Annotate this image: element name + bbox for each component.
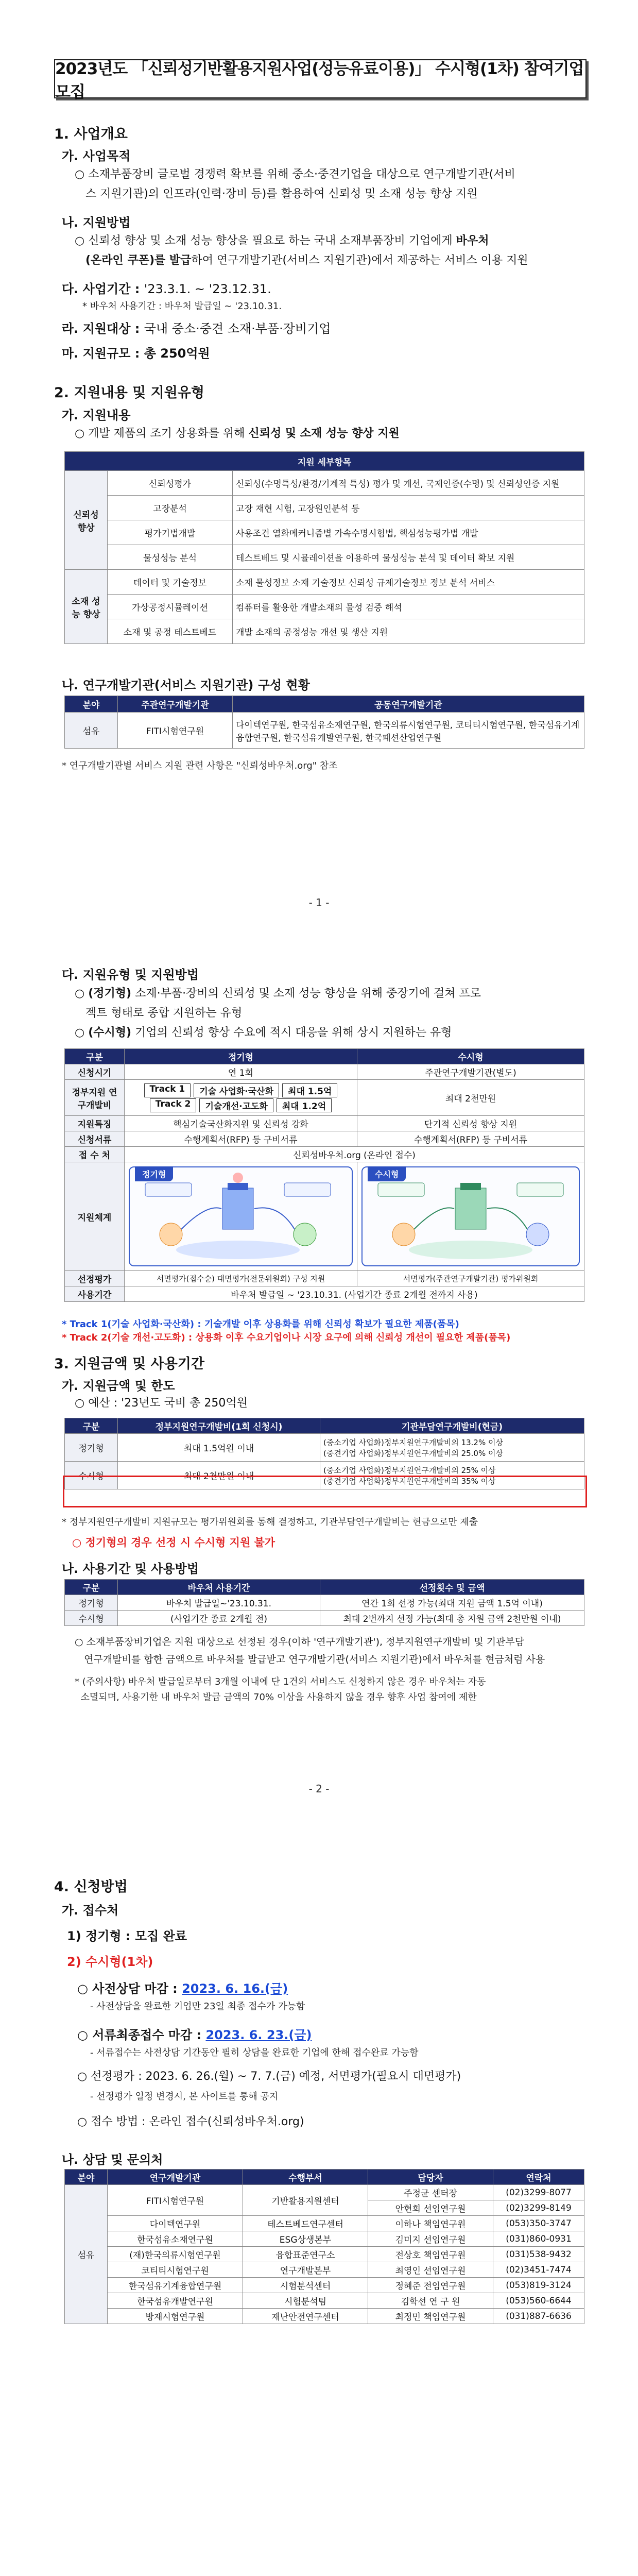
regular-exclusion-note: ○ 정기형의 경우 선정 시 수시형 지원 불가	[72, 1536, 275, 1549]
inst-share-mid: (중견기업 사업화)정부지원연구개발비의 25.0% 이상	[323, 1448, 503, 1458]
table-cell: 소재 물성정보 소재 기술정보 신뢰성 규제기술정보 정보 분석 서비스	[233, 570, 584, 595]
method-text: ○ 신뢰성 향상 및 소재 성능 향상을 필요로 하는 국내 소재부품장비 기업에게 바우처 (온라인 쿠폰)를 발급하여 연구개발기관(서비스 지원기관)에서 제공하는 서비스 이용 지원	[75, 234, 528, 267]
table-cell: 수시형	[65, 1611, 118, 1626]
track-1-row	[128, 1083, 354, 1097]
anytime-type-label: (수시형)	[88, 1026, 132, 1039]
section-2c-heading: 다. 지원유형 및 지원방법	[62, 968, 199, 982]
evaluation-schedule: ○ 선정평가 : 2023. 6. 26.(월) ~ 7. 7.(금) 예정, 서면평가(필요시 대면평가)	[77, 2070, 461, 2083]
table-cell: 사용조건 열화메커니즘별 가속수명시험법, 핵심성능평가법 개발	[233, 520, 584, 545]
evaluation-note: - 선정평가 일정 변경시, 본 사이트를 통해 공지	[90, 2091, 279, 2102]
anytime-process-illustration	[363, 1167, 579, 1263]
table-cell	[320, 1434, 584, 1462]
support-items-table	[64, 451, 584, 644]
section-1-heading: 1. 사업개요	[54, 126, 128, 142]
table-cell: 한국섬유개발연구원	[108, 2293, 243, 2309]
voucher-emphasis: 바우처	[456, 234, 489, 247]
column-header: 연락처	[493, 2170, 584, 2185]
table-cell: 시험분석센터	[243, 2278, 368, 2293]
track-cell	[124, 1080, 357, 1116]
section-2-heading: 2. 지원내용 및 지원유형	[54, 385, 204, 401]
table-cell: 고장 재현 시험, 고장원인분석 등	[233, 496, 584, 520]
table-cell: 한국섬유기계융합연구원	[108, 2278, 243, 2293]
budget-line: 예산 : '23년도 국비 총 250억원	[88, 1397, 248, 1410]
table-cell: 안현희 선임연구원	[368, 2200, 493, 2216]
institutions-table	[64, 696, 584, 749]
track-1-note: * Track 1(기술 사업화·국산화) : 기술개발 이후 상용화를 위해 신뢰성 확보가 필요한 제품(품목)	[62, 1319, 459, 1330]
row-label: 지원체계	[65, 1162, 125, 1271]
target-value: 국내 중소·중견 소재·부품·장비기업	[144, 321, 331, 336]
anytime-process-diagram	[361, 1166, 580, 1266]
anytime-diagram-label: 수시형	[368, 1166, 406, 1181]
table-cell: 단기적 신뢰성 향상 지원	[357, 1116, 584, 1131]
table-cell: 최대 2천만원 이내	[118, 1462, 320, 1489]
row-label: 신청시기	[65, 1064, 125, 1080]
row-label: 접 수 처	[65, 1147, 125, 1162]
table-cell: (031)538-9432	[493, 2247, 584, 2262]
table-cell: 한국섬유소재연구원	[108, 2231, 243, 2247]
row-label: 선정평가	[65, 1271, 125, 1286]
table-cell: 바우처 발급일~'23.10.31.	[118, 1595, 320, 1611]
table-cell: 최정민 책임연구원	[368, 2309, 493, 2324]
section-2b-heading: 나. 연구개발기관(서비스 지원기관) 구성 현황	[62, 678, 310, 692]
column-header: 정기형	[124, 1049, 357, 1064]
track-1-name: 기술 사업화·국산화	[194, 1083, 279, 1097]
usage-caution	[75, 1674, 584, 1705]
table-cell: 정기형	[65, 1595, 118, 1611]
table-cell: FITI시험연구원	[108, 2185, 243, 2216]
table-cell: (053)819-3124	[493, 2278, 584, 2293]
section-4b-heading: 나. 상담 및 문의처	[62, 2153, 163, 2167]
track-1-amount: 최대 1.5억	[282, 1083, 337, 1097]
section-1a-heading: 가. 사업목적	[62, 149, 131, 163]
column-header: 바우처 사용기간	[118, 1580, 320, 1595]
table-cell: 융합표준연구소	[243, 2247, 368, 2262]
section-2a-heading: 가. 지원내용	[62, 408, 131, 422]
table-cell: (053)350-3747	[493, 2216, 584, 2231]
table-cell: 서면평가(접수순) 대면평가(전문위원회) 구성 지원	[124, 1271, 357, 1286]
submission-method: ○ 접수 방법 : 온라인 접수(신뢰성바우처.org)	[77, 2115, 304, 2128]
page-1	[0, 0, 638, 917]
section-3b-heading: 나. 사용기간 및 사용방법	[62, 1562, 199, 1576]
column-header: 구분	[65, 1580, 118, 1595]
table-cell: 최대 2번까지 선정 가능(최대 총 지원 금액 2천만원 이내)	[320, 1611, 584, 1626]
table-cell: 데이터 및 기술정보	[108, 570, 233, 595]
table-cell: 가상공정시뮬레이션	[108, 595, 233, 619]
funding-note: * 정부지원연구개발비 지원규모는 평가위원회를 통해 결정하고, 기관부담연구개발비는 현금으로만 제출	[62, 1517, 478, 1528]
usage-text: ○ 소재부품장비기업은 지원 대상으로 선정된 경우(이하 '연구개발기관'), 정부지원연구개발비 및 기관부담 연구개발비를 합한 금액으로 바우처를 발급받고 연구개발기관(서비스 지원기관)에서 바우처를 현금처럼 사용	[75, 1636, 545, 1665]
table-cell: 고장분석	[108, 496, 233, 520]
table-cell: 평가기법개발	[108, 520, 233, 545]
table-cell: 연 1회	[124, 1064, 357, 1080]
final-submission-label: ○ 서류최종접수 마감 :	[77, 2028, 206, 2042]
row-label: 사용기간	[65, 1286, 125, 1302]
regular-type-line-1: 소재·부품·장비의 신뢰성 및 소재 성능 향상을 위해 중장기에 걸쳐 프로	[131, 987, 481, 1000]
regular-type-label: (정기형)	[88, 987, 132, 1000]
page-2	[0, 958, 638, 1803]
table-cell: 소재 및 공정 테스트베드	[108, 619, 233, 644]
table-cell: 테스트베드연구센터	[243, 2216, 368, 2231]
table-cell: FITI시험연구원	[118, 713, 233, 749]
section-3a-heading: 가. 지원금액 및 한도	[62, 1379, 175, 1393]
final-submission-deadline	[77, 2025, 312, 2043]
page-3	[0, 1834, 638, 2576]
table-cell: 연간 1회 선정 가능(최대 지원 금액 1.5억 이내)	[320, 1595, 584, 1611]
usage-caution-line-1: * (주의사항) 바우처 발급일로부터 3개월 이내에 단 1건의 서비스도 신청하지 않은 경우 바우처는 자동	[75, 1676, 486, 1687]
column-header: 공동연구개발기관	[233, 696, 584, 713]
budget-text: ○ 예산 : '23년도 국비 총 250억원	[75, 1397, 248, 1410]
column-header: 분야	[65, 2170, 108, 2185]
table-cell: 수행계획서(RFP) 등 구비서류	[124, 1131, 357, 1147]
page-number: - 1 -	[308, 896, 330, 909]
table-cell: 이하나 책임연구원	[368, 2216, 493, 2231]
row-label: 정부지원 연구개발비	[65, 1080, 125, 1116]
table-cell: 바우처 발급일 ~ '23.10.31. (사업기간 종료 2개월 전까지 사용)	[124, 1286, 584, 1302]
column-header: 구분	[65, 1049, 125, 1064]
period-value: '23.3.1. ~ '23.12.31.	[144, 282, 271, 296]
table-cell: 주정균 센터장	[368, 2185, 493, 2200]
target-row	[62, 318, 331, 336]
table-cell: (사업기간 종료 2개월 전)	[118, 1611, 320, 1626]
row-label: 지원특징	[65, 1116, 125, 1131]
regular-process-illustration	[130, 1167, 346, 1263]
pre-consult-note: - 사전상담을 완료한 기업만 23일 최종 접수가 가능함	[90, 2001, 305, 2012]
field-cell: 섬유	[65, 2185, 108, 2324]
table-cell: (031)860-0931	[493, 2231, 584, 2247]
table-cell: 다이텍연구원, 한국섬유소재연구원, 한국의류시험연구원, 코티티시험연구원, 한국섬유기계융합연구원, 한국섬유개발연구원, 한국패션산업연구원	[233, 713, 584, 749]
column-header: 담당자	[368, 2170, 493, 2185]
purpose-text: ○ 소재부품장비 글로벌 경쟁력 확보를 위해 중소·중견기업을 대상으로 연구개발기관(서비 스 지원기관)의 인프라(인력·장비 등)를 활용하여 신뢰성 및 소재 성능 향상 지원	[75, 168, 515, 200]
purpose-line-1: 소재부품장비 글로벌 경쟁력 확보를 위해 중소·중견기업을 대상으로 연구개발기관(서비	[88, 168, 515, 181]
table-cell: 전상호 책임연구원	[368, 2247, 493, 2262]
regular-process-diagram	[129, 1166, 353, 1266]
section-1b-heading: 나. 지원방법	[62, 215, 131, 230]
table-cell: (02)3299-8077	[493, 2185, 584, 2200]
page-number: - 2 -	[308, 1783, 330, 1795]
table-cell: 방재시험연구원	[108, 2309, 243, 2324]
inst-share-mid: (중견기업 사업화)정부지원연구개발비의 35% 이상	[323, 1476, 496, 1486]
usage-line-1: 소재부품장비기업은 지원 대상으로 선정된 경우(이하 '연구개발기관'), 정부지원연구개발비 및 기관부담	[86, 1636, 525, 1648]
column-header: 선정횟수 및 금액	[320, 1580, 584, 1595]
table-cell: 김미지 선임연구원	[368, 2231, 493, 2247]
table-cell: 섬유	[65, 713, 118, 749]
table-cell: (02)3451-7474	[493, 2262, 584, 2278]
table-cell: 신뢰성바우처.org (온라인 접수)	[124, 1147, 584, 1162]
purpose-line-2: 스 지원기관)의 인프라(인력·장비 등)를 활용하여 신뢰성 및 소재 성능 향상 지원	[85, 188, 478, 200]
table-cell: 테스트베드 및 시뮬레이션을 이용하여 물성성능 분석 및 데이터 확보 지원	[233, 545, 584, 570]
table-cell: 최대 1.5억원 이내	[118, 1434, 320, 1462]
table-cell: (재)한국의류시험연구원	[108, 2247, 243, 2262]
table-cell: 수행계획서(RFP) 등 구비서류	[357, 1131, 584, 1147]
inst-share-sme: (중소기업 사업화)정부지원연구개발비의 25% 이상	[323, 1465, 496, 1475]
table-cell: 김학선 연 구 원	[368, 2293, 493, 2309]
anytime-round-heading: 2) 수시형(1차)	[67, 1955, 153, 1969]
support-types-text: ○ (정기형) 소재·부품·장비의 신뢰성 및 소재 성능 향상을 위해 중장기에 걸쳐 프로 젝트 형태로 종합 지원하는 유형 ○ (수시형) 기업의 신뢰성 향상 수요에 적시 대응을 위해 상시 지원하는 유형	[75, 987, 481, 1039]
target-label: 라. 지원대상 :	[62, 321, 140, 336]
period-note: * 바우처 사용기간 : 바우처 발급일 ~ '23.10.31.	[82, 301, 282, 312]
group-material: 소재 성능 향상	[65, 570, 108, 644]
usage-line-2: 연구개발비를 합한 금액으로 바우처를 발급받고 연구개발기관(서비스 지원기관)에서 바우처를 현금처럼 사용	[84, 1654, 545, 1665]
scale-row	[62, 343, 210, 361]
final-submission-date: 2023. 6. 23.(금)	[205, 2028, 312, 2042]
table-cell: 최대 2천만원	[357, 1080, 584, 1116]
track-2-name: 기술개선·고도화	[199, 1098, 273, 1112]
table-cell: 신뢰성평가	[108, 471, 233, 496]
table-cell: ESG상생본부	[243, 2231, 368, 2247]
scale-label: 마. 지원규모 :	[62, 346, 140, 361]
support-content-line: 개발 제품의 조기 상용화를 위해	[88, 427, 249, 440]
table-cell: 컴퓨터를 활용한 개발소재의 물성 검증 해석	[233, 595, 584, 619]
support-items-header: 지원 세부항목	[65, 452, 584, 471]
group-reliability: 신뢰성 향상	[65, 471, 108, 570]
track-2-amount: 최대 1.2억	[277, 1098, 332, 1112]
table-cell: 다이텍연구원	[108, 2216, 243, 2231]
table-cell: 재난안전연구센터	[243, 2309, 368, 2324]
track-2-label: Track 2	[150, 1098, 197, 1112]
row-label: 신청서류	[65, 1131, 125, 1147]
column-header: 기관부담연구개발비(현금)	[320, 1418, 584, 1434]
contacts-table	[64, 2169, 584, 2324]
section-4-heading: 4. 신청방법	[54, 1879, 128, 1895]
table-cell: 기반활용지원센터	[243, 2185, 368, 2216]
method-line-2: 하여 연구개발기관(서비스 지원기관)에서 제공하는 서비스 이용 지원	[191, 254, 528, 267]
table-cell: (053)560-6644	[493, 2293, 584, 2309]
table-cell: (031)887-6636	[493, 2309, 584, 2324]
track-1-label: Track 1	[144, 1083, 191, 1097]
pre-consult-deadline	[77, 1978, 288, 1996]
support-content-emphasis: 신뢰성 및 소재 성능 향상 지원	[248, 427, 400, 440]
track-2-note: * Track 2(기술 개선·고도화) : 상용화 이후 수요기업이나 시장 요구에 의해 신뢰성 개선이 필요한 제품(품목)	[62, 1332, 511, 1343]
table-cell: 시험분석팀	[243, 2293, 368, 2309]
column-header: 정부지원연구개발비(1회 신청시)	[118, 1418, 320, 1434]
final-submission-note: - 서류접수는 사전상담 기간동안 필히 상담을 완료한 기업에 한해 접수완료 가능함	[90, 2047, 419, 2058]
table-cell: 물성성능 분석	[108, 545, 233, 570]
coupon-emphasis: (온라인 쿠폰)를 발급	[85, 254, 192, 267]
period-label: 다. 사업기간 :	[62, 282, 140, 296]
table-cell: 정기형	[65, 1434, 118, 1462]
document-title: 2023년도 「신뢰성기반활용지원사업(성능유료이용)」 수시형(1차) 참여기업 모집	[54, 59, 587, 98]
table-cell: (02)3299-8149	[493, 2200, 584, 2216]
column-header: 구분	[65, 1418, 118, 1434]
column-header: 수시형	[357, 1049, 584, 1064]
period-row	[62, 279, 271, 297]
pre-consult-label: ○ 사전상담 마감 :	[77, 1981, 182, 1996]
table-cell: 수시형	[65, 1462, 118, 1489]
table-cell: 코티티시험연구원	[108, 2262, 243, 2278]
table-cell: 최영인 선임연구원	[368, 2262, 493, 2278]
usage-caution-line-2: 소멸되며, 사용기한 내 바우처 발급 금액의 70% 이상을 사용하지 않을 경우 향후 사업 참여에 제한	[80, 1692, 477, 1703]
pre-consult-date: 2023. 6. 16.(금)	[182, 1981, 288, 1996]
section-3-heading: 3. 지원금액 및 사용기간	[54, 1356, 204, 1372]
anytime-diagram-cell	[357, 1162, 584, 1271]
table-cell: 연구개발본부	[243, 2262, 368, 2278]
table-cell: 개발 소재의 공정성능 개선 및 생산 지원	[233, 619, 584, 644]
method-line-1: 신뢰성 향상 및 소재 성능 향상을 필요로 하는 국내 소재부품장비 기업에게	[88, 234, 456, 247]
scale-value: 총 250억원	[144, 346, 210, 361]
table-cell: 정혜준 전임연구원	[368, 2278, 493, 2293]
anytime-highlight-box	[63, 1476, 587, 1507]
support-types-table	[64, 1048, 584, 1302]
table-cell: 신뢰성(수명특성/환경/기계적 특성) 평가 및 개선, 국제인증(수명) 및 신뢰성인증 지원	[233, 471, 584, 496]
anytime-type-line: 기업의 신뢰성 향상 수요에 적시 대응을 위해 상시 지원하는 유형	[131, 1026, 452, 1039]
regular-status: 1) 정기형 : 모집 완료	[67, 1929, 187, 1943]
regular-type-line-2: 젝트 형태로 종합 지원하는 유형	[85, 1007, 243, 1020]
inst-share-sme: (중소기업 사업화)정부지원연구개발비의 13.2% 이상	[323, 1437, 503, 1447]
column-header: 주관연구개발기관	[118, 696, 233, 713]
table-cell: 주관연구개발기관(별도)	[357, 1064, 584, 1080]
column-header: 분야	[65, 696, 118, 713]
regular-diagram-label: 정기형	[135, 1166, 173, 1181]
support-content-text: ○ 개발 제품의 조기 상용화를 위해 신뢰성 및 소재 성능 향상 지원	[75, 427, 400, 440]
institutions-note: * 연구개발기관별 서비스 지원 관련 사항은 "신뢰성바우처.org" 참조	[62, 760, 338, 771]
column-header: 연구개발기관	[108, 2170, 243, 2185]
track-2-row	[128, 1098, 354, 1112]
section-4a-heading: 가. 접수처	[62, 1903, 119, 1918]
regular-diagram-cell	[124, 1162, 357, 1271]
usage-table	[64, 1579, 584, 1626]
column-header: 수행부서	[243, 2170, 368, 2185]
table-cell: 서면평가(주관연구개발기관) 평가위원회	[357, 1271, 584, 1286]
table-cell: 핵심기술국산화지원 및 신뢰성 강화	[124, 1116, 357, 1131]
